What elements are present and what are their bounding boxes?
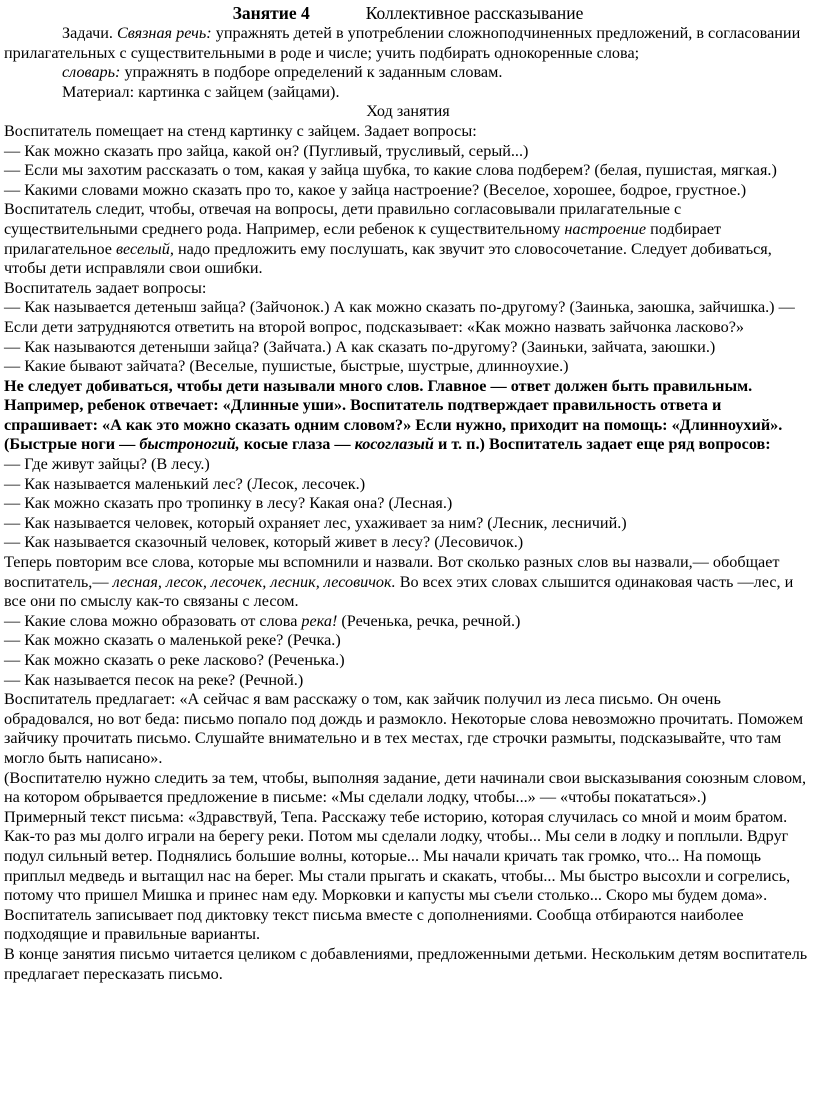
question-6: — Какие бывают зайчата? (Веселые, пушистые, быстрые, шустрые, длинноухие.) xyxy=(4,357,569,376)
question-5: — Как называются детеныши зайца? (Зайчата.) А как сказать по-другому? (Заиньки, зайчата, заюшки.) xyxy=(4,337,716,356)
question-1: — Как можно сказать про зайца, какой он? (Пугливый, трусливый, серый...) xyxy=(4,141,529,160)
tasks-paragraph xyxy=(4,24,812,63)
bold-paragraph-part-c: и т. п.) Воспитатель задает еще ряд вопросов: xyxy=(433,435,771,454)
coherent-speech-text: упражнять детей в употреблении сложноподчиненных предложений, в согласовании прилагательных с существительными в роде и числе; учить подбирать однокоренные слова; xyxy=(4,24,801,62)
paragraph-teacher-note: (Воспитателю нужно следить за тем, чтобы, выполняя задание, дети начинали свои высказывания союзным словом, на котором обрывается предложение в письме: «Мы сделали лодку, чтобы...» — «чтобы покататься».) xyxy=(4,768,807,807)
material-paragraph: Материал: картинка с зайцем (зайцами). xyxy=(62,82,340,101)
dictionary-text: упражнять в подборе определений к заданным словам. xyxy=(120,63,503,82)
bold-paragraph-part-b: косые глаза — xyxy=(239,435,355,454)
lesson-title xyxy=(4,3,812,24)
question-15: — Как называется песок на реке? (Речной.) xyxy=(4,670,304,689)
paragraph-summary-part-b: Во всех этих словах слышится одинаковая часть —лес, и все они по смыслу как-то связаны с лесом. xyxy=(4,572,794,611)
paragraph-agreement-part-c: надо предложить ему послушать, как звучит это словосочетание. Следует добиваться, чтобы дети исправляли свои ошибки. xyxy=(4,239,772,278)
word-reka: река! xyxy=(301,611,338,630)
lesson-number: Занятие 4 xyxy=(232,3,310,23)
word-kosoglazyi: косоглазый xyxy=(354,435,434,454)
word-bystronogii: быстроногий, xyxy=(139,435,240,454)
paragraph-agreement-part-b: подбирает прилагательное xyxy=(4,219,722,258)
word-nastroenie: настроение xyxy=(564,219,647,238)
question-12-part-b: (Реченька, речка, речной.) xyxy=(337,611,521,630)
paragraph-conclusion: В конце занятия письмо читается целиком с добавлениями, предложенными детьми. Нескольким детям воспитатель предлагает пересказать письмо. xyxy=(4,944,808,983)
paragraph-summary xyxy=(4,553,812,612)
dictionary-label: словарь: xyxy=(62,63,121,82)
paragraph-questions-intro: Воспитатель задает вопросы: xyxy=(4,278,207,297)
question-12-part-a: — Какие слова можно образовать от слова xyxy=(4,611,302,630)
question-2: — Если мы захотим рассказать о том, какая у зайца шубка, то какие слова подберем? (белая, пушистая, мягкая.) xyxy=(4,161,777,180)
dictionary-paragraph xyxy=(4,63,812,83)
paragraph-dictation: Воспитатель записывает под диктовку текст письма вместе с дополнениями. Сообща отбираются наиболее подходящие и правильные варианты. xyxy=(4,905,744,944)
bold-paragraph-part-a: Не следует добиваться, чтобы дети называли много слов. Главное — ответ должен быть правильным. Например, ребенок отвечает: «Длинные уши». Воспитатель подтверждает правильность ответа и спрашивает: «А как это можно сказать одним словом?» Если нужно, приходит на помощь: «Длинноухий». (Быстрые ноги — xyxy=(4,376,783,454)
paragraph-agreement xyxy=(4,200,812,278)
paragraph-summary-part-a: Теперь повторим все слова, которые мы вспомнили и назвали. Вот сколько разных слов вы назвали,— обобщает воспитатель,— xyxy=(4,553,780,591)
question-4: — Как называется детеныш зайца? (Зайчонок.) А как можно сказать по-другому? (Заинька, заюшка, зайчишка.) — Если дети затрудняются ответить на второй вопрос, подсказывает: «Как можно назвать зайчонка ласково?» xyxy=(4,298,795,336)
paragraph-intro: Воспитатель помещает на стенд картинку с зайцем. Задает вопросы: xyxy=(4,121,477,140)
question-9: — Как можно сказать про тропинку в лесу? Какая она? (Лесная.) xyxy=(4,494,453,513)
paragraph-letter-intro: Воспитатель предлагает: «А сейчас я вам расскажу о том, как зайчик получил из леса письмо. Он очень обрадовался, но вот беда: письмо попало под дождь и размокло. Некоторые слова невозможно прочитать. Поможем зайчику прочитать письмо. Слушайте внимательно и в тех местах, где строчки размыты, подсказывайте, что там могло быть написано». xyxy=(4,690,804,767)
question-12 xyxy=(4,612,812,632)
question-13: — Как можно сказать о маленькой реке? (Речка.) xyxy=(4,631,341,650)
paragraph-letter-text: Примерный текст письма: «Здравствуй, Тепа. Расскажу тебе историю, которая случилась со мной и моим братом. Как-то раз мы долго играли на берегу реки. Потом мы сделали лодку, чтобы... Мы сели в лодку и поплыли. Вдруг подул сильный ветер. Поднялись большие волны, которые... Мы начали кричать так громко, что... На помощь приплыл медведь и вытащил нас на берег. Мы стали прыгать и скакать, чтобы... Мы быстро высохли и согрелись, потому что пришел Мишка и принес нам еду. Морковки и капусты мы съели столько... Скоро мы будем дома». xyxy=(4,807,791,905)
bold-paragraph xyxy=(4,377,812,455)
course-heading: Ход занятия xyxy=(366,102,450,121)
word-veselyi: веселый, xyxy=(116,239,174,258)
paragraph-agreement-part-a: Воспитатель следит, чтобы, отвечая на вопросы, дети правильно согласовывали прилагательные с существительными среднего рода. Например, если ребенок к существительному xyxy=(4,200,682,238)
coherent-speech-label: Связная речь: xyxy=(116,24,212,42)
question-11: — Как называется сказочный человек, который живет в лесу? (Лесовичок.) xyxy=(4,533,524,552)
forest-words: лесная, лесок, лесочек, лесник, лесовичок. xyxy=(112,572,396,591)
question-8: — Как называется маленький лес? (Лесок, лесочек.) xyxy=(4,474,366,493)
lesson-name: Коллективное рассказывание xyxy=(365,3,584,23)
tasks-label: Задачи. xyxy=(62,24,113,42)
question-14: — Как можно сказать о реке ласково? (Реченька.) xyxy=(4,651,345,669)
question-3: — Какими словами можно сказать про то, какое у зайца настроение? (Веселое, хорошее, бодрое, грустное.) xyxy=(4,180,747,199)
question-7: — Где живут зайцы? (В лесу.) xyxy=(4,455,210,474)
question-10: — Как называется человек, который охраняет лес, ухаживает за ним? (Лесник, лесничий.) xyxy=(4,513,627,532)
